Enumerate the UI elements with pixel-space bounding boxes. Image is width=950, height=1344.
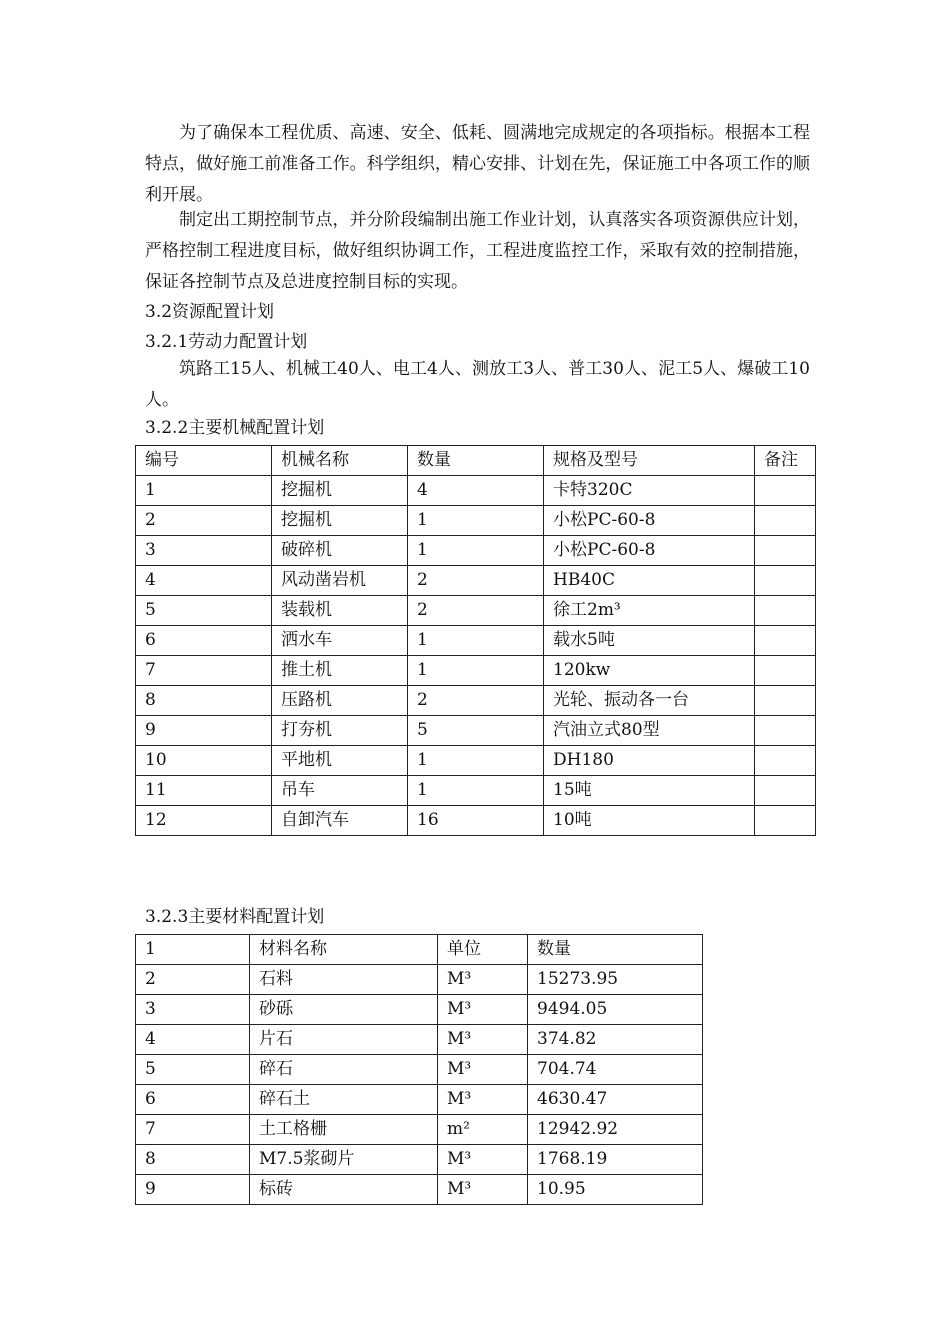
table-cell: 片石	[250, 1025, 438, 1055]
table-cell: 2	[408, 566, 544, 596]
table-cell: 1	[408, 746, 544, 776]
table-cell: 1	[408, 776, 544, 806]
table-cell: 挖掘机	[272, 476, 408, 506]
table-cell: 10吨	[544, 806, 755, 836]
table-cell: 1	[408, 506, 544, 536]
table-cell: 6	[136, 1085, 250, 1115]
table-cell: 载水5吨	[544, 626, 755, 656]
table-cell	[755, 536, 816, 566]
table-cell: 5	[136, 596, 272, 626]
table-header-cell: 1	[136, 935, 250, 965]
table-row	[136, 746, 816, 776]
table-cell: 3	[136, 536, 272, 566]
table-cell: 土工格栅	[250, 1115, 438, 1145]
table-cell: 1	[408, 626, 544, 656]
table-cell: 自卸汽车	[272, 806, 408, 836]
table-cell	[755, 596, 816, 626]
table-cell: 破碎机	[272, 536, 408, 566]
table-row	[136, 716, 816, 746]
table-cell	[755, 746, 816, 776]
table-cell: 11	[136, 776, 272, 806]
intro-paragraph-2: 制定出工期控制节点，并分阶段编制出施工作业计划，认真落实各项资源供应计划，严格控制工程进度目标，做好组织协调工作，工程进度监控工作，采取有效的控制措施，保证各控制节点及总进度控制目标的实现。	[145, 210, 810, 292]
table-cell: HB40C	[544, 566, 755, 596]
table-cell: m²	[438, 1115, 528, 1145]
material-table	[135, 934, 703, 1205]
table-cell: 平地机	[272, 746, 408, 776]
table-cell: 4	[408, 476, 544, 506]
table-cell: 小松PC-60-8	[544, 536, 755, 566]
table-row	[136, 995, 703, 1025]
table-cell: 汽油立式80型	[544, 716, 755, 746]
table-cell: M³	[438, 1175, 528, 1205]
table-cell: 小松PC-60-8	[544, 506, 755, 536]
table-cell	[755, 566, 816, 596]
section-heading-machine: 3.2.2主要机械配置计划	[145, 418, 325, 438]
table-cell: 挖掘机	[272, 506, 408, 536]
table-cell	[755, 626, 816, 656]
table-cell: M³	[438, 1055, 528, 1085]
table-cell: 卡特320C	[544, 476, 755, 506]
table-row	[136, 506, 816, 536]
table-cell: 吊车	[272, 776, 408, 806]
table-cell: 4	[136, 566, 272, 596]
table-row	[136, 1115, 703, 1145]
table-cell: 1	[136, 476, 272, 506]
table-cell: 1	[408, 536, 544, 566]
table-cell: M³	[438, 1145, 528, 1175]
table-row	[136, 626, 816, 656]
table-cell: 9	[136, 1175, 250, 1205]
table-header-cell: 材料名称	[250, 935, 438, 965]
table-cell: M³	[438, 1025, 528, 1055]
table-cell: 标砖	[250, 1175, 438, 1205]
table-cell: 2	[408, 596, 544, 626]
table-cell: 洒水车	[272, 626, 408, 656]
table-cell: 4	[136, 1025, 250, 1055]
table-cell: 打夯机	[272, 716, 408, 746]
table-cell: 推土机	[272, 656, 408, 686]
table-header-cell: 规格及型号	[544, 446, 755, 476]
table-cell	[755, 686, 816, 716]
table-cell: 5	[408, 716, 544, 746]
table-cell	[755, 806, 816, 836]
table-cell: 9	[136, 716, 272, 746]
table-cell: 15吨	[544, 776, 755, 806]
table-cell: 1768.19	[528, 1145, 703, 1175]
table-cell: 12942.92	[528, 1115, 703, 1145]
table-cell: 6	[136, 626, 272, 656]
machine-table	[135, 445, 816, 836]
table-row	[136, 476, 816, 506]
table-header-cell: 数量	[408, 446, 544, 476]
table-cell: 5	[136, 1055, 250, 1085]
table-cell: 石料	[250, 965, 438, 995]
table-row	[136, 776, 816, 806]
intro-paragraph-1: 为了确保本工程优质、高速、安全、低耗、圆满地完成规定的各项指标。根据本工程特点，做好施工前准备工作。科学组织，精心安排、计划在先，保证施工中各项工作的顺利开展。	[145, 123, 810, 205]
table-header-row	[136, 935, 703, 965]
table-cell: 2	[408, 686, 544, 716]
table-cell: M³	[438, 1085, 528, 1115]
table-row	[136, 1055, 703, 1085]
table-cell: 7	[136, 656, 272, 686]
table-row	[136, 686, 816, 716]
table-cell: 15273.95	[528, 965, 703, 995]
table-cell: 砂砾	[250, 995, 438, 1025]
table-cell: 碎石	[250, 1055, 438, 1085]
table-row	[136, 596, 816, 626]
table-header-cell: 数量	[528, 935, 703, 965]
table-cell: 704.74	[528, 1055, 703, 1085]
table-cell	[755, 656, 816, 686]
table-row	[136, 965, 703, 995]
table-cell: 装载机	[272, 596, 408, 626]
table-header-cell: 机械名称	[272, 446, 408, 476]
table-header-row	[136, 446, 816, 476]
table-cell: M³	[438, 965, 528, 995]
table-cell: 光轮、振动各一台	[544, 686, 755, 716]
table-row	[136, 566, 816, 596]
table-cell: 10.95	[528, 1175, 703, 1205]
table-cell: 374.82	[528, 1025, 703, 1055]
table-cell: 风动凿岩机	[272, 566, 408, 596]
table-cell: 10	[136, 746, 272, 776]
table-cell	[755, 716, 816, 746]
table-cell: 4630.47	[528, 1085, 703, 1115]
table-cell: 压路机	[272, 686, 408, 716]
table-cell	[755, 776, 816, 806]
table-row	[136, 536, 816, 566]
table-cell: 9494.05	[528, 995, 703, 1025]
table-row	[136, 806, 816, 836]
table-cell: 碎石土	[250, 1085, 438, 1115]
table-cell: 12	[136, 806, 272, 836]
table-cell: 1	[408, 656, 544, 686]
table-cell: 8	[136, 1145, 250, 1175]
section-heading-material: 3.2.3主要材料配置计划	[145, 907, 325, 927]
table-cell: 8	[136, 686, 272, 716]
labor-paragraph: 筑路工15人、机械工40人、电工4人、测放工3人、普工30人、泥工5人、爆破工10人。	[145, 359, 810, 410]
table-header-cell: 备注	[755, 446, 816, 476]
table-cell	[755, 476, 816, 506]
table-header-cell: 单位	[438, 935, 528, 965]
table-header-cell: 编号	[136, 446, 272, 476]
table-cell: 16	[408, 806, 544, 836]
section-heading-labor: 3.2.1劳动力配置计划	[145, 332, 308, 352]
table-cell: 2	[136, 965, 250, 995]
table-cell: 2	[136, 506, 272, 536]
table-row	[136, 1025, 703, 1055]
table-cell: 3	[136, 995, 250, 1025]
table-cell: 120kw	[544, 656, 755, 686]
table-cell: 7	[136, 1115, 250, 1145]
table-row	[136, 1175, 703, 1205]
section-heading-resource: 3.2资源配置计划	[145, 302, 275, 322]
table-row	[136, 1085, 703, 1115]
table-row	[136, 1145, 703, 1175]
table-cell: 徐工2m³	[544, 596, 755, 626]
table-cell: M³	[438, 995, 528, 1025]
table-row	[136, 656, 816, 686]
table-cell	[755, 506, 816, 536]
table-cell: DH180	[544, 746, 755, 776]
table-cell: M7.5浆砌片	[250, 1145, 438, 1175]
